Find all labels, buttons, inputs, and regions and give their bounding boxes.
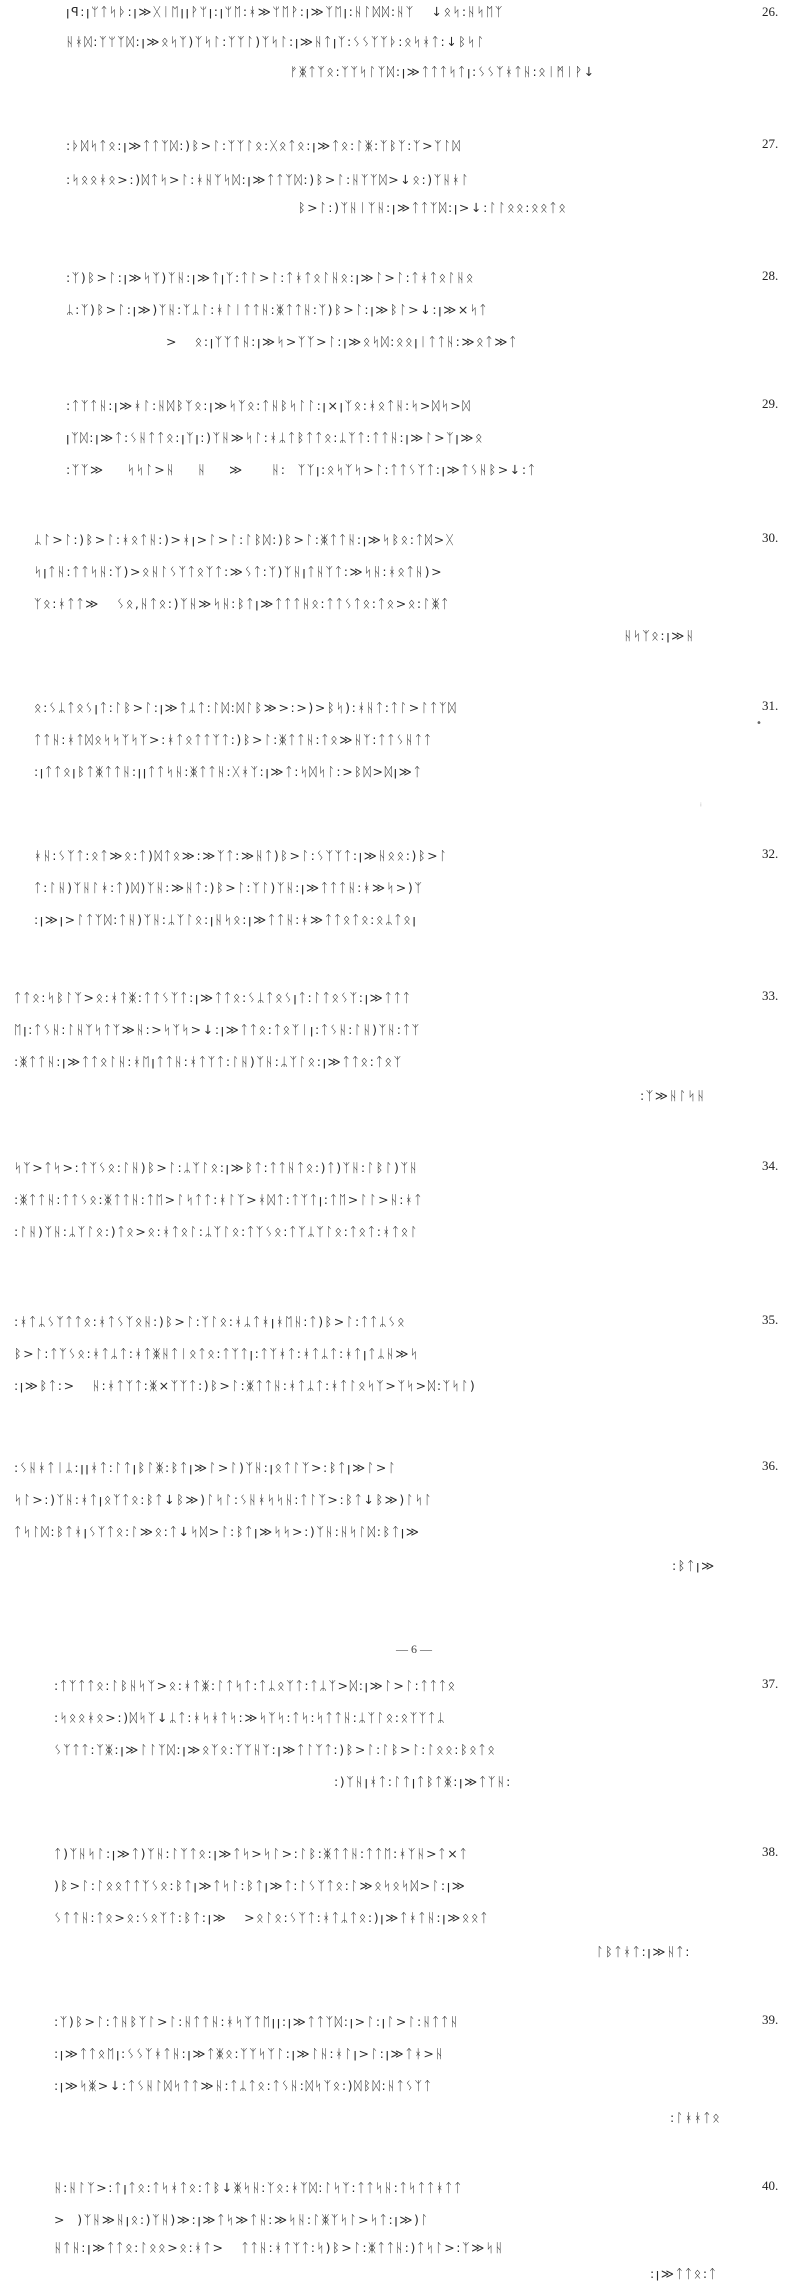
text-line: ᚺᛏᚺ:ꞁ≫ᛏᛏᛟ:ᛚᛟᛟ>ᛟ:ᚼᛏ> ᛏᛏᚺ:ᚼᛏᛉᛏ:ᛋ)ᛒ>ᛚ:ᛤᛏᛏᚺ:)ᛏᛋᛚ>:ᛉ≫ᛋᚺ xyxy=(54,2240,505,2255)
text-line: ᛉᛟ:ᚼᛏᛏ≫ ᛊᛟ,ᚺᛏᛟ:)ᛉᚺ≫ᛋᚺ:ᛒᛏꞁ≫ᛏᛏᛏᚺᛟ:ᛏᛏᛊᛏᛟ:ᛏᛟ>ᛟ:ᛚᛤᛏ xyxy=(34,596,451,611)
passage-number: 29. xyxy=(762,396,779,411)
passage-number: 40. xyxy=(762,2178,779,2193)
text-line: ᛚᛒᛏᚼᛏ:ꞁ≫ᚺᛏ: xyxy=(596,1944,692,1959)
passage-number: 31. xyxy=(762,698,779,713)
text-line: ᛦ:ᛉ)ᛒ>ᛚ:ꞁ≫)ᛉᚺ:ᛉᛦᛚ:ᚼᛚᛁᛏᛏᚺ:ᛤᛏᛏᚺ:ᛉ)ᛒ>ᛚ:ꞁ≫ᛒᛚ>↓:ꞁ≫×ᛋᛏ xyxy=(66,302,489,317)
margin-speck: • xyxy=(756,718,762,729)
text-line: :ᛊᚺᚼᛏᛁᛦ:ꞁꞁᚼᛏ:ᛚᛏꞁᛒᛚᛤ:ᛒᛏꞁ≫ᛚ>ᛚ)ᛉᚺ:ꞁᛟᛏᛚᛉ>:ᛒᛏꞁ≫ᛚ>ᛚ xyxy=(14,1460,398,1475)
text-line: ᛊᛉᛏᛏ:ᛉᛤ:ꞁ≫ᛚᛚᛉᛞ:ꞁ≫ᛟᛉᛟ:ᛉᛉᚺᛉ:ꞁ≫ᛏᛚᛉᛏ:)ᛒ>ᛚ:ᛚᛒ>ᛚ:ᛚᛟᛟ:ᛒᛟᛏᛟ xyxy=(54,1742,497,1757)
text-line: :ꞁ≫ᛒᛏ:> ᚺ:ᚼᛏᛉᛏ:ᛤ×ᛉᛉᛏ:)ᛒ>ᛚ:ᛤᛏᛏᚺ:ᚼᛏᛦᛏ:ᚼᛏᛚᛟᛋᛉ>ᛉᛋ>ᛞ:ᛉᛋᛚ) xyxy=(14,1378,477,1393)
text-line: :ᛋᛟᛟᚼᛟ>:)ᛞᛋᛉ↓ᛦᛏ:ᚼᛋᚼᛏᛋ:≫ᛋᛉᛋ:ᛏᛋ:ᛋᛏᛏᚺ:ᛦᛉᛚᛟ:ᛟᛉᛉᛏᛦ xyxy=(54,1710,447,1725)
text-line: ᛒ>ᛚ:)ᛉᚺᛁᛉᚺ:ꞁ≫ᛏᛏᛉᛞ:ꞁ>↓:ᛚᛚᛟᛟ:ᛟᛟᛏᛟ xyxy=(298,200,568,215)
text-line: ᛏᛏᚺ:ᚼᛏᛞᛟᛋᛋᛉᛋᛉ>:ᚼᛏᛟᛏᛏᛉᛏ:)ᛒ>ᛚ:ᛤᛏᛏᚺ:ᛏᛟ≫ᚺᛉ:ᛏᛏᛊᚺᛏᛏ xyxy=(34,732,433,747)
passage-number: 35. xyxy=(762,1312,779,1327)
text-line: :ꞁᛏᛏᛟꞁᛒᛏᛤᛏᛏᚺ:ꞁꞁᛏᛏᛋᚺ:ᛤᛏᛏᚺ:ᚷᚼᛉ:ꞁ≫ᛏ:ᛋᛞᛋᛚ:>ᛒᛞ>ᛞꞁ≫ᛏ xyxy=(34,764,423,779)
text-line: :ꞁ≫ᛏᛏᛟᛖꞁ:ᛊᛊᛉᚼᛏᚺ:ꞁ≫ᛏᛤᛟ:ᛉᛉᛋᛉᛚ:ꞁ≫ᛚᚺ:ᚼᛚꞁ>ᛚ:ꞁ≫ᛏᚼ>ᚺ xyxy=(54,2046,445,2061)
text-line: ᛊᛏᛏᚺ:ᛏᛟ>ᛟ:ᛊᛟᛉᛏ:ᛒᛏ:ꞁ≫ >ᛟᛚᛟ:ᛊᛉᛏ:ᚼᛏᛦᛏᛟ:)ꞁ≫ᛏᚼᛏᚺ:ꞁ≫ᛟᛟᛏ xyxy=(54,1910,490,1925)
text-line: ᚼᚺ:ᛊᛉᛏ:ᛟᛏ≫ᛟ:ᛏ)ᛞᛏᛟ≫:≫ᛉᛏ:≫ᚺᛏ)ᛒ>ᛚ:ᛊᛉᛉᛏ:ꞁ≫ᚺᛟᛟ:)ᛒ>ᛚ xyxy=(34,848,449,863)
text-line: :ᛋᛟᛟᚼᛟ>:)ᛞᛏᛋ>ᛚ:ᚼᚺᛉᛋᛞ:ꞁ≫ᛏᛏᛉᛞ:)ᛒ>ᛚ:ᚺᛉᛉᛞ>↓ᛟ:)ᛉᚺᚼᛚ xyxy=(66,172,471,187)
text-line: ᛏᛏᛟ:ᛋᛒᛚᛉ>ᛟ:ᚼᛏᛤ:ᛏᛏᛊᛉᛏ:ꞁ≫ᛏᛏᛟ:ᛊᛦᛏᛟᛊꞁᛏ:ᛚᛏᛟᛊᛉ:ꞁ≫ᛏᛏᛏ xyxy=(14,990,412,1005)
text-line: :ᛚᚺ)ᛉᚺ:ᛦᛉᛚᛟ:)ᛏᛟ>ᛟ:ᚼᛏᛟᛚ:ᛦᛉᛚᛟ:ᛏᛉᛊᛟ:ᛏᛉᛦᛉᛚᛟ:ᛏᛟᛏ:ᚼᛏᛟᛚ xyxy=(14,1224,419,1239)
text-line: :ᛤᛏᛏᚺ:ꞁ≫ᛏᛏᛟᛚᚺ:ᚼᛖꞁᛏᛏᚺ:ᚼᛏᛉᛏ:ᛚᚺ)ᛉᚺ:ᛦᛉᛚᛟ:ꞁ≫ᛏᛏᛟ:ᛏᛟᛉ xyxy=(14,1054,403,1069)
text-line: ᛟ:ᛊᛦᛏᛟᛊꞁᛏ:ᛚᛒ>ᛚ:ꞁ≫ᛏᛦᛏ:ᛚᛞ:ᛞᛚᛒ≫>:>)>ᛒᛋ):ᚼᚺᛏ:ᛏᛚ>ᛚᛏᛉᛞ xyxy=(34,700,458,715)
margin-speck: ⁱ xyxy=(700,802,702,813)
text-line: ᛋꞁᛏᚺ:ᛏᛏᛋᚺ:ᛉ)>ᛟᚺᛚᛊᛉᛏᛟᛉᛏ:≫ᛊᛏ:ᛉ)ᛉᚺꞁᛏᚺᛉᛏ:≫ᛋᚺ:ᚼᛟᛏᚺ)> xyxy=(34,564,444,579)
text-line: :ᛤᛏᛏᚺ:ᛏᛏᛊᛟ:ᛤᛏᛏᚺ:ᛏᛖ>ᛚᛋᛏᛏ:ᚼᛚᛉ>ᚼᛞᛏ:ᛏᛉᛏꞁ:ᛏᛖ>ᛚᛚ>ᚺ:ᚼᛏ xyxy=(14,1192,424,1207)
text-line: :ꞁ≫ᛏᛏᛟ:ᛏ xyxy=(650,2266,718,2281)
text-line: > )ᛉᚺ≫ᚺꞁᛟ:)ᛉᚺ)≫:ꞁ≫ᛏᛋ≫ᛏᚺ:≫ᛋᚺ:ᛚᛤᛉᛋᛚ>ᛋᛏ:ꞁ≫)ᛚ xyxy=(54,2212,430,2227)
text-line: ᛖꞁ:ᛏᛊᚺ:ᛚᚺᛉᛋᛏᛉ≫ᚺ:>ᛋᛉᛋ>↓:ꞁ≫ᛏᛏᛟ:ᛏᛟᛉᛁꞁ:ᛏᛊᚺ:ᛚᚺ)ᛉᚺ:ᛏᛉ xyxy=(14,1022,421,1037)
text-line: ᛏᛋᛚᛞ:ᛒᛏᚼꞁᛊᛉᛏᛟ:ᛚ≫ᛟ:ᛏ↓ᛋᛞ>ᛚ:ᛒᛏꞁ≫ᛋᛋ>:)ᛉᚺ:ᚺᛋᛚᛞ:ᛒᛏꞁ≫ xyxy=(14,1524,421,1539)
text-line: :ᛏᛉᛏᛏᛟ:ᛚᛒᚺᛋᛉ>ᛟ:ᚼᛏᛤ:ᛚᛏᛋᛏ:ᛏᛦᛟᛉᛏ:ᛏᛦᛉ>ᛞ:ꞁ≫ᛚ>ᛚ:ᛏᛏᛏᛟ xyxy=(54,1678,457,1693)
text-line: :ᛏᛉᛏᚺ:ꞁ≫ᚼᛚ:ᚺᛞᛒᛉᛟ:ꞁ≫ᛋᛉᛟ:ᛏᚺᛒᛋᛚᛚ:ꞁ×ꞁᛉᛟ:ᚼᛟᛏᚺ:ᛋ>ᛞᛋ>ᛞ xyxy=(66,398,472,413)
passage-number: 36. xyxy=(762,1458,779,1473)
passage-number: 37. xyxy=(762,1676,779,1691)
passage-number: 30. xyxy=(762,530,779,545)
text-line: ᛒ>ᛚ:ᛏᛉᛊᛟ:ᚼᛏᛦᛏ:ᚼᛏᛤᚺᛏᛁᛟᛏᛟ:ᛏᛉᛏꞁ:ᛏᛉᚼᛏ:ᚼᛏᛦᛏ:ᚼᛏꞁᛏᛦᚺ≫ᛋ xyxy=(14,1346,420,1361)
text-line: )ᛒ>ᛚ:ᛚᛟᛟᛏᛏᛉᛊᛟ:ᛒᛏꞁ≫ᛏᛋᛚ:ᛒᛏꞁ≫ᛏ:ᛚᛊᛉᛏᛟ:ᛚ≫ᛟᛋᛟᛋᛞ>ᛚ:ꞁ≫ xyxy=(54,1878,467,1893)
text-line: > ᛟ:ꞁᛉᛉᛏᚺ:ꞁ≫ᛋ>ᛉᛉ>ᛚ:ꞁ≫ᛟᛋᛞ:ᛟᛟꞁᛁᛏᛏᚺ:≫ᛟᛏ≫ᛏ xyxy=(166,334,519,349)
text-line: ᛋᛚ>:)ᛉᚺ:ᚼᛏꞁᛟᛉᛏᛟ:ᛒᛏ↓ᛒ≫)ᛚᛋᛚ:ᛊᚺᚼᛋᛋᚺ:ᛏᛚᛉ>:ᛒᛏ↓ᛒ≫)ᛚᛋᛚ xyxy=(14,1492,434,1507)
passage-number: 33. xyxy=(762,988,779,1003)
text-line: :ᛉ)ᛒ>ᛚ:ꞁ≫ᛋᛉ)ᛉᚺ:ꞁ≫ᛏꞁᛉ:ᛏᛚ>ᛚ:ᛏᚼᛏᛟᛚᚺᛟ:ꞁ≫ᛚ>ᛚ:ᛏᚼᛏᛟᛚᚺᛟ xyxy=(66,270,476,285)
text-line: :ᛉ≫ᚺᛚᛋᚺ xyxy=(640,1088,706,1103)
text-line: :ꞁ≫ᛋᛤ>↓:ᛏᛊᚺᛚᛞᛋᛏᛏ≫ᚺ:ᛏᛦᛏᛟ:ᛏᛊᚺ:ᛞᛋᛉᛟ:)ᛞᛒᛞ:ᚺᛏᛊᛉᛏ xyxy=(54,2078,433,2093)
text-line: ᚺᛋᛉᛟ:ꞁ≫ᚺ xyxy=(624,628,696,643)
passage-number: 27. xyxy=(762,136,779,151)
passage-number: 26. xyxy=(762,4,779,19)
passage-number: 28. xyxy=(762,268,779,283)
text-line: ᛏ)ᛉᚺᛋᛚ:ꞁ≫ᛏ)ᛉᚺ:ᛚᛉᛏᛟ:ꞁ≫ᛏᛋ>ᛋᛚ>:ᛚᛒ:ᛤᛏᛏᚺ:ᛏᛏᛖ:ᚼᛉᚺ>ᛏ×ᛏ xyxy=(54,1846,469,1861)
text-line: :ᚦᛞᛋᛏᛟ:ꞁ≫ᛏᛏᛉᛞ:)ᛒ>ᛚ:ᛉᛉᛚᛟ:ᚷᛟᛏᛟ:ꞁ≫ᛏᛟ:ᛚᛤ:ᛉᛒᛉ:ᛉ>ᛉᛚᛞ xyxy=(66,138,462,153)
passage-number: 38. xyxy=(762,1844,779,1859)
passage-number: 39. xyxy=(762,2012,779,2027)
text-line: ᛏ:ᛚᚺ)ᛉᚺᛚᚼ:ᛏ)ᛞ)ᛉᚺ:≫ᚺᛏ:)ᛒ>ᛚ:ᛉᛚ)ᛉᚺ:ꞁ≫ᛏᛏᛏᚺ:ᚼ≫ᛋ>)ᛉ xyxy=(34,880,424,895)
text-line: ꞁᛉᛞ:ꞁ≫ᛏ:ᛊᚺᛏᛏᛟ:ꞁᛉꞁ:)ᛉᚺ≫ᛋᛚ:ᚼᛦᛏᛒᛏᛏᛟ:ᛦᛉᛏ:ᛏᛏᚺ:ꞁ≫ᛚ>ᛉꞁ≫ᛟ xyxy=(66,430,485,445)
text-line: :ꞁ≫ꞁ>ᛚᛏᛉᛞ:ᛏᚺ)ᛉᚺ:ᛦᛉᛚᛟ:ꞁᚺᛋᛟ:ꞁ≫ᛏᛏᚺ:ᚼ≫ᛏᛏᛟᛏᛟ:ᛟᛦᛏᛟꞁ xyxy=(34,912,418,927)
passage-number: 34. xyxy=(762,1158,779,1173)
text-line: :ᛒᛏꞁ≫ xyxy=(672,1558,716,1573)
text-line: ᛦᛚ>ᛚ:)ᛒ>ᛚ:ᚼᛟᛏᚺ:)>ᚼꞁ>ᛚ>ᛚ:ᛚᛒᛞ:)ᛒ>ᛚ:ᛤᛏᛏᚺ:ꞁ≫ᛋᛒᛟ:ᛏᛞ>ᚷ xyxy=(34,532,455,547)
text-line: :)ᛉᚺꞁᚼᛏ:ᛚᛏꞁᛏᛒᛏᛤ:ꞁ≫ᛏᛉᚺ: xyxy=(334,1774,512,1789)
text-line: ᚠᛤᛏᛉᛟ:ᛉᛉᛋᛚᛉᛞ:ꞁ≫ᛏᛏᛏᛋᛏꞁ:ᛊᛊᛉᚼᛏᚺ:ᛟᛁᛗᛁᚹ↓ xyxy=(290,64,596,79)
text-line: ꞁꟼ:ꞁᛘᛏᛋᚦ:ꞁ≫ᚷᛁᛖꞁꞁᚹᛘꞁ:ꞁᛘᛖ:ᚼ≫ᛘᛖᚹ:ꞁ≫ᛉᛖꞁ:ᚺᛚᛞᛞ:ᚺᛉ ↓ᛟᛋ:ᚺᛋᛖᛉ xyxy=(66,4,505,19)
passage-number: 32. xyxy=(762,846,779,861)
text-line: ᚺᚼᛞ:ᛉᛘᛉᛞ:ꞁ≫ᛟᛋᛉ)ᛉᛋᛚ:ᛉᛉᛚ)ᛉᛋᛚ:ꞁ≫ᚺᛏꞁᛉ:ᛊᛊᛉᛉᚦ:ᛟᛋᚼᛏ:↓ᛒᛋᛚ xyxy=(66,34,486,49)
text-line: ᛋᛉ>ᛏᛋ>:ᛏᛉᛊᛟ:ᛚᚺ)ᛒ>ᛚ:ᛦᛉᛚᛟ:ꞁ≫ᛒᛏ:ᛏᛏᚺᛏᛟ:)ᛏ)ᛉᚺ:ᛚᛒᛚ)ᛉᚺ xyxy=(14,1160,419,1175)
text-line: :ᛉᛉ≫ ᛋᛋᛚ>ᚺ ᚺ ≫ ᚺ: ᛉᛉꞁ:ᛟᛋᛉᛋ>ᛚ:ᛏᛏᛊᛉᛏ:ꞁ≫ᛏᛊᚺᛒ>↓:ᛏ xyxy=(66,462,537,477)
page-number: — 6 — xyxy=(396,1642,432,1656)
text-line: :ᛚᚼᚼᛏᛟ xyxy=(670,2110,722,2125)
text-line: ᚺ:ᚺᛚᛉ>:ᛏꞁᛏᛟ:ᛏᛋᚼᛏᛟ:ᛏᛒ↓ᛤᛋᚺ:ᛉᛟ:ᚼᛉᛞ:ᛚᛋᛉ:ᛏᛏᛋᚺ:ᛏᛋᛏᛏᚼᛏᛏ xyxy=(54,2180,464,2195)
text-line: :ᚼᛏᛦᛊᛉᛏᛏᛟ:ᚼᛏᛊᛉᛟᚺ:)ᛒ>ᛚ:ᛉᛚᛟ:ᚼᛦᛏᚼꞁᚼᛖᚺ:ᛏ)ᛒ>ᛚ:ᛏᛏᛦᛊᛟ xyxy=(14,1314,407,1329)
text-line: :ᛉ)ᛒ>ᛚ:ᛏᚺᛒᛉᛚ>ᛚ:ᚺᛏᛏᚺ:ᚼᛋᛉᛏᛖꞁꞁ:ꞁ≫ᛏᛏᛉᛞ:ꞁ>ᛚ:ꞁᛚ>ᛚ:ᚺᛏᛏᚺ xyxy=(54,2014,460,2029)
